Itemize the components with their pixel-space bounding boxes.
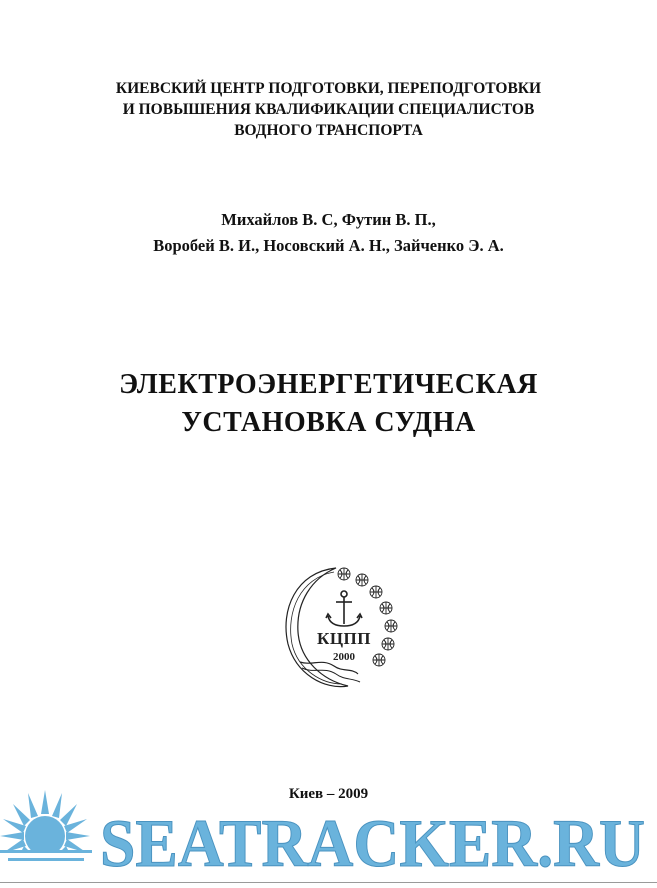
sun-icon <box>0 790 92 888</box>
watermark-text: SEATRACKER.RU <box>100 805 645 881</box>
anchor-icon <box>326 591 362 626</box>
emblem-abbr: КЦПП <box>317 629 371 648</box>
authors-line-1: Михайлов В. С, Футин В. П., <box>221 210 436 229</box>
book-title <box>0 366 657 442</box>
authors-block <box>0 207 657 259</box>
place-and-year: Киев – 2009 <box>288 786 369 802</box>
institution-line-1: КИЕВСКИЙ ЦЕНТР ПОДГОТОВКИ, ПЕРЕПОДГОТОВКИ <box>115 80 542 97</box>
waves-icon <box>300 662 358 674</box>
institution-line-3: ВОДНОГО ТРАНСПОРТА <box>234 122 423 139</box>
institution-line-2: И ПОВЫШЕНИЯ КВАЛИФИКАЦИИ СПЕЦИАЛИСТОВ <box>122 101 535 118</box>
title-line-2: УСТАНОВКА СУДНА <box>181 407 476 438</box>
title-line-1: ЭЛЕКТРОЭНЕРГЕТИЧЕСКАЯ <box>119 369 538 400</box>
emblem-year: 2000 <box>333 651 355 663</box>
institution-name <box>0 78 657 141</box>
bottom-rule <box>0 882 657 883</box>
emblem-logo <box>278 562 406 694</box>
watermark <box>0 788 657 888</box>
authors-line-2: Воробей В. И., Носовский А. Н., Зайченко Э. А. <box>153 236 504 255</box>
